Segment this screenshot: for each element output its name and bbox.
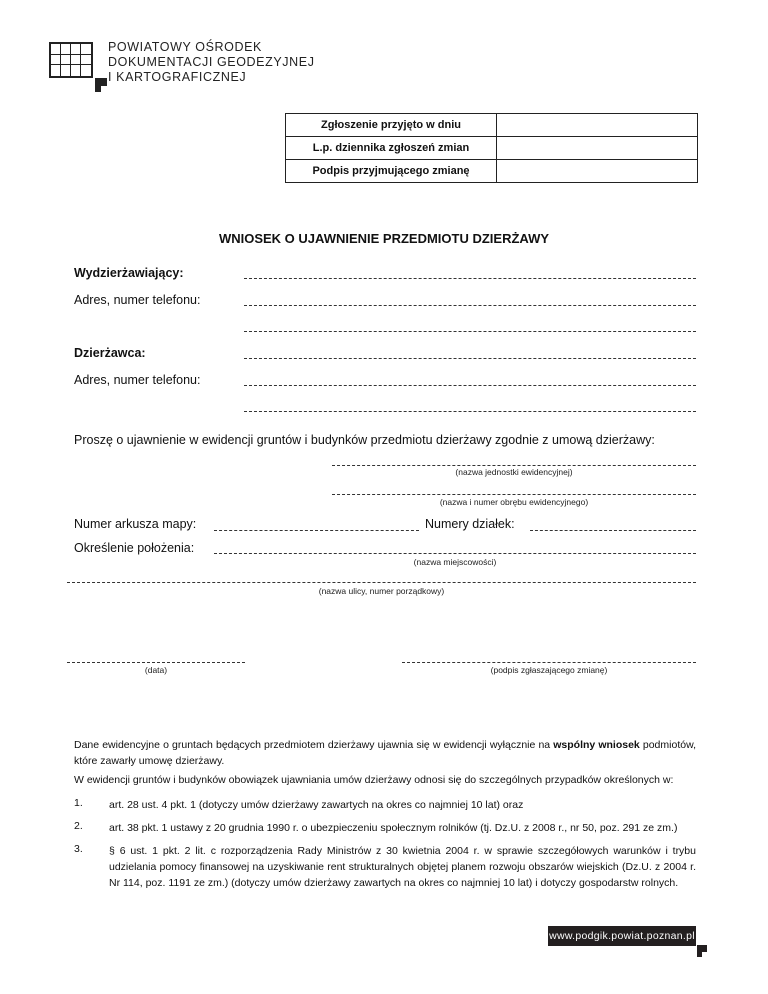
note-text: Dane ewidencyjne o gruntach będących przedmiotem dzierżawy ujawnia się w ewidencji wyłącznie na — [74, 739, 554, 751]
signature-caption: (podpis zgłaszającego zmianę) — [490, 665, 608, 675]
logo-mark-icon — [95, 78, 107, 92]
date-field[interactable] — [67, 662, 245, 663]
org-line-3: I KARTOGRAFICZNEJ — [108, 70, 247, 84]
receiver-signature-field[interactable] — [497, 160, 698, 183]
note-joint-request — [74, 737, 696, 769]
lessor-address-field-2[interactable] — [244, 331, 696, 332]
signature-field[interactable] — [402, 662, 696, 663]
location-label: Określenie położenia: — [74, 541, 195, 555]
tenant-label: Dzierżawca: — [74, 346, 146, 360]
tenant-address-field[interactable] — [244, 385, 696, 386]
map-sheet-field[interactable] — [214, 530, 419, 531]
lessor-address-field[interactable] — [244, 305, 696, 306]
note-emphasis: wspólny wniosek — [553, 739, 640, 751]
org-line-2: DOKUMENTACJI GEODEZYJNEJ — [108, 55, 315, 69]
parcels-field[interactable] — [530, 530, 696, 531]
journal-number-label: L.p. dziennika zgłoszeń zmian — [286, 137, 497, 160]
table-row — [286, 137, 698, 160]
tenant-address-label: Adres, numer telefonu: — [74, 373, 201, 387]
receipt-date-label: Zgłoszenie przyjęto w dniu — [286, 114, 497, 137]
website-link[interactable]: www.podgik.powiat.poznan.pl — [548, 926, 696, 946]
tenant-name-field[interactable] — [244, 358, 696, 359]
table-row — [286, 114, 698, 137]
precinct-field[interactable] — [332, 494, 696, 495]
list-item-number: 2. — [74, 820, 83, 832]
request-statement: Proszę o ujawnienie w ewidencji gruntów i budynków przedmiotu dzierżawy zgodnie z umową dzierżawy: — [74, 433, 655, 447]
lessor-name-field[interactable] — [244, 278, 696, 279]
table-row — [286, 160, 698, 183]
list-item: § 6 ust. 1 pkt. 2 lit. c rozporządzenia Rady Ministrów z 30 kwietnia 2004 r. w sprawie szczegółowych warunków i trybu udzielania pomocy finansowej na uzyskiwanie rent strukturalnych objętej planem rozwoju obszarów wiejskich (Dz.U. z 2004 r. Nr 114, poz. 1191 ze zm.) (dotyczy umów dzierżawy zawartych na okres co najmniej 10 lat) i dotyczy gospodarstw rolnych. — [109, 845, 696, 889]
note-obligation: W ewidencji gruntów i budynków obowiązek ujawniania umów dzierżawy odnosi się do szczególnych przypadków określonych w: — [74, 774, 674, 786]
list-item-number: 1. — [74, 797, 83, 809]
parcels-label: Numery działek: — [425, 517, 515, 531]
journal-number-field[interactable] — [497, 137, 698, 160]
lessor-address-label: Adres, numer telefonu: — [74, 293, 201, 307]
org-line-1: POWIATOWY OŚRODEK — [108, 40, 262, 54]
receiver-signature-label: Podpis przyjmującego zmianę — [286, 160, 497, 183]
document-title: WNIOSEK O UJAWNIENIE PRZEDMIOTU DZIERŻAWY — [218, 231, 550, 246]
locality-caption: (nazwa miejscowości) — [413, 557, 497, 567]
locality-field[interactable] — [214, 553, 696, 554]
street-field[interactable] — [67, 582, 696, 583]
logo-grid-icon — [49, 42, 93, 78]
receipt-date-field[interactable] — [497, 114, 698, 137]
list-item: art. 28 ust. 4 pkt. 1 (dotyczy umów dzierżawy zawartych na okres co najmniej 10 lat) oraz — [109, 799, 524, 811]
lessor-label: Wydzierżawiający: — [74, 266, 184, 280]
footer-mark-icon — [697, 945, 707, 957]
street-caption: (nazwa ulicy, numer porządkowy) — [318, 586, 445, 596]
tenant-address-field-2[interactable] — [244, 411, 696, 412]
unit-name-caption: (nazwa jednostki ewidencyjnej) — [455, 467, 573, 477]
organization-name — [108, 40, 315, 85]
receipt-table — [285, 113, 698, 183]
date-caption: (data) — [144, 665, 168, 675]
precinct-caption: (nazwa i numer obrębu ewidencyjnego) — [439, 497, 589, 507]
list-item: art. 38 pkt. 1 ustawy z 20 grudnia 1990 r. o ubezpieczeniu społecznym rolników (tj. Dz.U. z 2008 r., nr 50, poz. 291 ze zm.) — [109, 822, 678, 834]
list-item-number: 3. — [74, 843, 83, 855]
map-sheet-label: Numer arkusza mapy: — [74, 517, 197, 531]
unit-name-field[interactable] — [332, 465, 696, 466]
note-text: podmiotów, które zawarły umowę dzierżawy. — [74, 739, 696, 767]
